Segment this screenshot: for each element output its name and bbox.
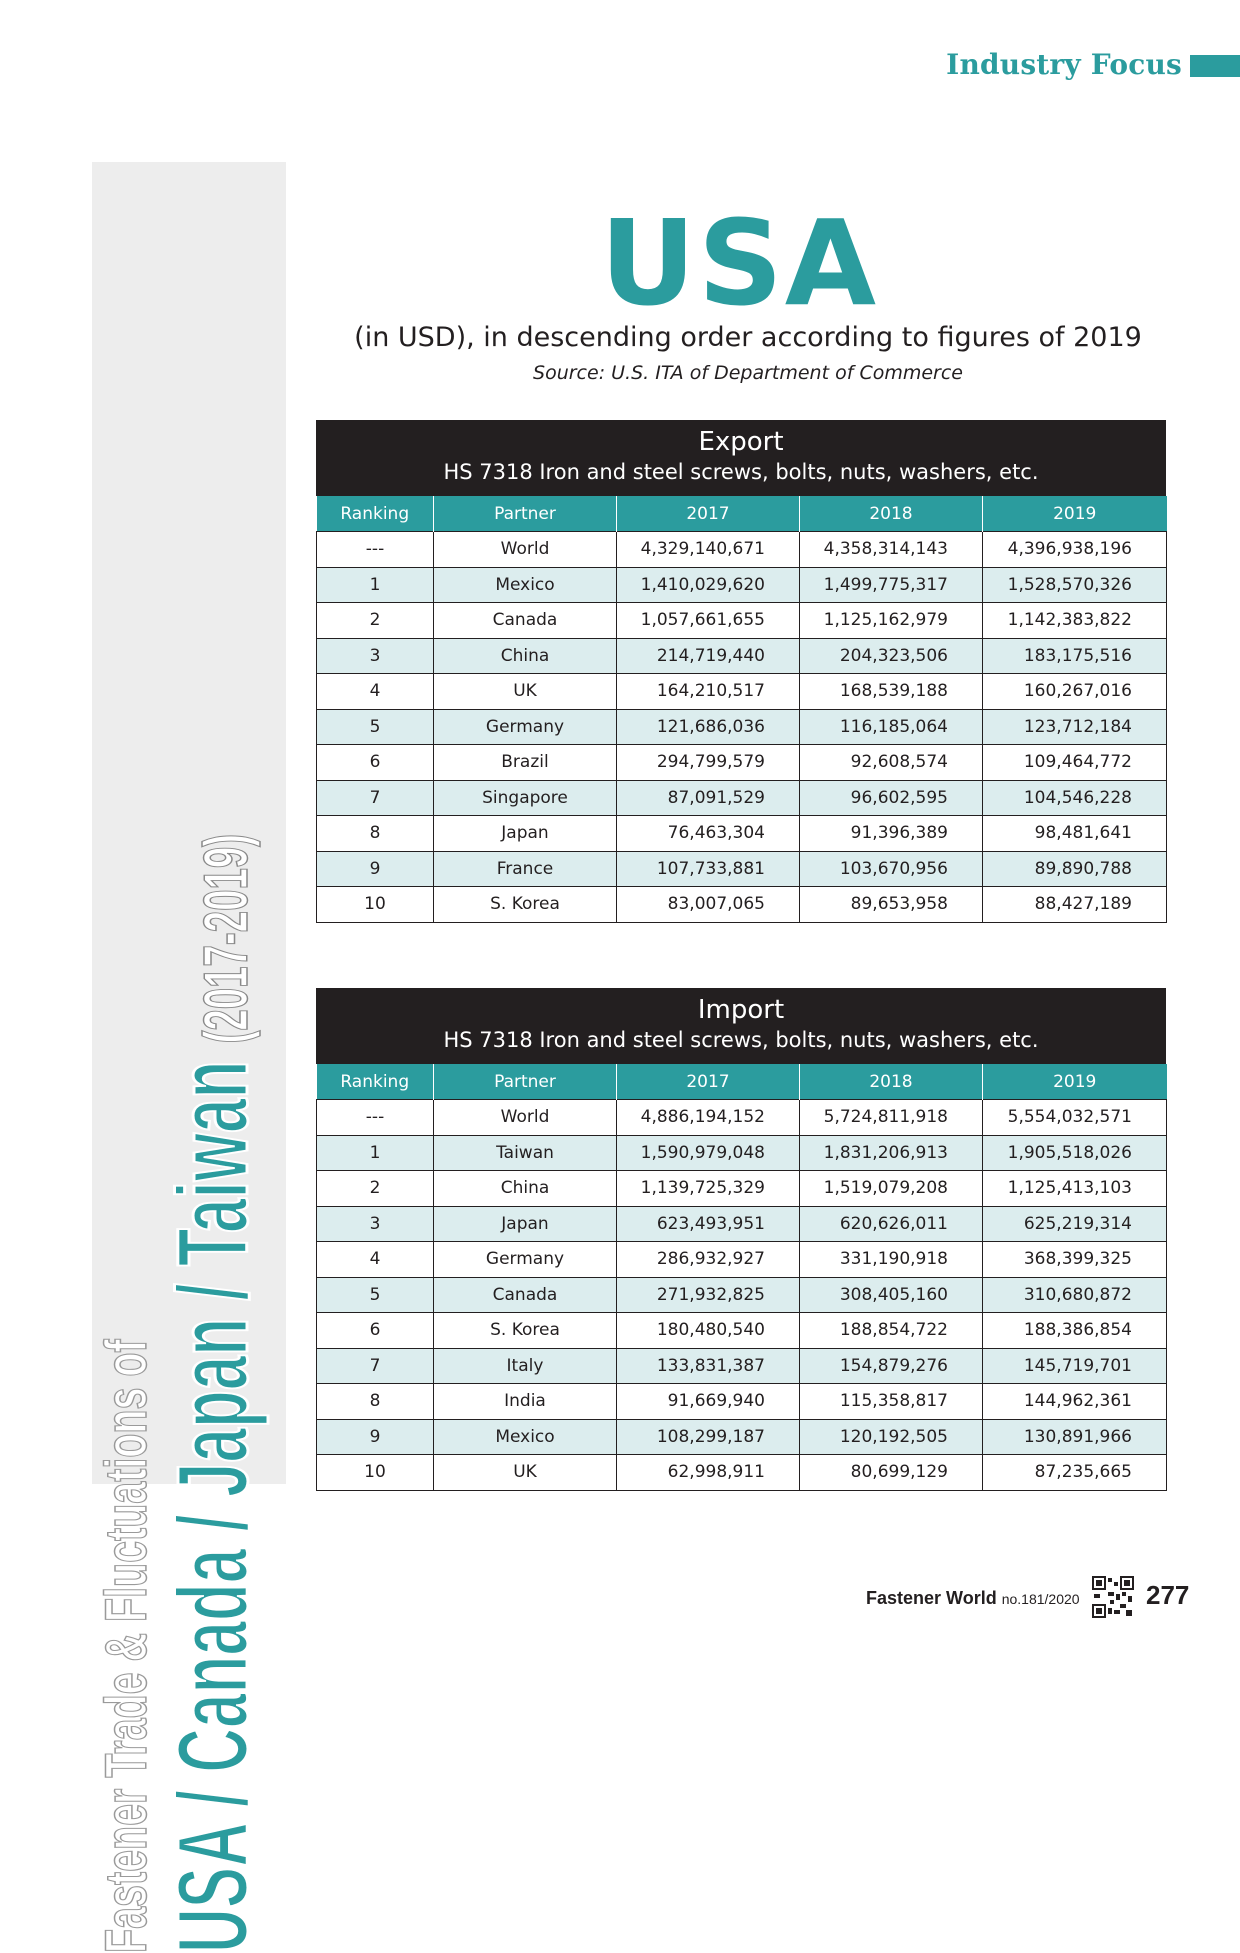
source-note: Source: U.S. ITA of Department of Commerce [533, 362, 963, 384]
column-header: Ranking [317, 496, 434, 532]
ranking-cell: 5 [317, 1277, 434, 1313]
column-header: Partner [434, 496, 617, 532]
ranking-cell: 2 [317, 603, 434, 639]
ranking-cell: 2 [317, 1171, 434, 1207]
ranking-cell: 9 [317, 851, 434, 887]
value-2019-cell: 310,680,872 [983, 1277, 1167, 1313]
section-title: Industry Focus [946, 48, 1182, 81]
table-row [317, 567, 1167, 603]
import-table-block [316, 988, 1166, 1491]
import-table-header-row [317, 1064, 1167, 1100]
export-table-head [317, 496, 1167, 532]
value-2018-cell: 154,879,276 [800, 1348, 983, 1384]
table-row [317, 1277, 1167, 1313]
ranking-cell: 4 [317, 1242, 434, 1278]
import-table-subtitle: HS 7318 Iron and steel screws, bolts, nuts, washers, etc. [443, 1028, 1039, 1052]
value-2019-cell: 109,464,772 [983, 745, 1167, 781]
value-2017-cell: 108,299,187 [617, 1419, 800, 1455]
export-table-subtitle: HS 7318 Iron and steel screws, bolts, nuts, washers, etc. [443, 460, 1039, 484]
import-table-header [316, 988, 1166, 1064]
value-2018-cell: 1,831,206,913 [800, 1135, 983, 1171]
partner-cell: Taiwan [434, 1135, 617, 1171]
export-table-header-row [317, 496, 1167, 532]
import-table-head [317, 1064, 1167, 1100]
column-header: 2019 [983, 496, 1167, 532]
value-2017-cell: 83,007,065 [617, 887, 800, 923]
import-table-title: Import [697, 995, 785, 1025]
ranking-cell: 7 [317, 780, 434, 816]
value-2017-cell: 180,480,540 [617, 1313, 800, 1349]
partner-cell: S. Korea [434, 1313, 617, 1349]
ranking-cell: 3 [317, 1206, 434, 1242]
partner-cell: Canada [434, 603, 617, 639]
table-row [317, 1242, 1167, 1278]
value-2017-cell: 164,210,517 [617, 674, 800, 710]
value-2019-cell: 104,546,228 [983, 780, 1167, 816]
value-2019-cell: 145,719,701 [983, 1348, 1167, 1384]
table-row [317, 674, 1167, 710]
value-2017-cell: 133,831,387 [617, 1348, 800, 1384]
value-2019-cell: 88,427,189 [983, 887, 1167, 923]
export-table-title: Export [698, 427, 784, 457]
ranking-cell: 10 [317, 1455, 434, 1491]
partner-cell: France [434, 851, 617, 887]
table-row [317, 887, 1167, 923]
ranking-cell: 9 [317, 1419, 434, 1455]
qr-code-icon [1092, 1576, 1134, 1618]
value-2017-cell: 1,057,661,655 [617, 603, 800, 639]
value-2018-cell: 188,854,722 [800, 1313, 983, 1349]
table-row [317, 1206, 1167, 1242]
value-2017-cell: 87,091,529 [617, 780, 800, 816]
import-table [316, 1064, 1167, 1491]
partner-cell: Japan [434, 1206, 617, 1242]
value-2017-cell: 62,998,911 [617, 1455, 800, 1491]
export-table-block [316, 420, 1166, 923]
value-2017-cell: 121,686,036 [617, 709, 800, 745]
partner-cell: Mexico [434, 567, 617, 603]
value-2019-cell: 89,890,788 [983, 851, 1167, 887]
value-2017-cell: 294,799,579 [617, 745, 800, 781]
ranking-cell: 1 [317, 1135, 434, 1171]
value-2019-cell: 368,399,325 [983, 1242, 1167, 1278]
value-2018-cell: 308,405,160 [800, 1277, 983, 1313]
value-2018-cell: 331,190,918 [800, 1242, 983, 1278]
table-row [317, 709, 1167, 745]
ranking-cell: 7 [317, 1348, 434, 1384]
page-title: USA [600, 194, 879, 332]
value-2019-cell: 144,962,361 [983, 1384, 1167, 1420]
footer-issue: no.181/2020 [1001, 1591, 1080, 1607]
partner-cell: India [434, 1384, 617, 1420]
value-2019-cell: 98,481,641 [983, 816, 1167, 852]
partner-cell: China [434, 1171, 617, 1207]
value-2017-cell: 4,329,140,671 [617, 532, 800, 568]
partner-cell: UK [434, 1455, 617, 1491]
partner-cell: Canada [434, 1277, 617, 1313]
side-vertical-title [96, 0, 282, 1953]
partner-cell: UK [434, 674, 617, 710]
column-header: 2018 [800, 1064, 983, 1100]
ranking-cell: 10 [317, 887, 434, 923]
value-2017-cell: 623,493,951 [617, 1206, 800, 1242]
partner-cell: Germany [434, 709, 617, 745]
value-2017-cell: 1,590,979,048 [617, 1135, 800, 1171]
value-2017-cell: 76,463,304 [617, 816, 800, 852]
column-header: 2017 [617, 1064, 800, 1100]
value-2018-cell: 620,626,011 [800, 1206, 983, 1242]
partner-cell: Japan [434, 816, 617, 852]
value-2017-cell: 1,410,029,620 [617, 567, 800, 603]
value-2018-cell: 103,670,956 [800, 851, 983, 887]
value-2017-cell: 1,139,725,329 [617, 1171, 800, 1207]
table-row [317, 816, 1167, 852]
value-2018-cell: 4,358,314,143 [800, 532, 983, 568]
page-subtitle: (in USD), in descending order according to figures of 2019 [354, 322, 1142, 353]
value-2018-cell: 168,539,188 [800, 674, 983, 710]
value-2019-cell: 625,219,314 [983, 1206, 1167, 1242]
partner-cell: Singapore [434, 780, 617, 816]
table-row [317, 1348, 1167, 1384]
ranking-cell: --- [317, 532, 434, 568]
ranking-cell: 3 [317, 638, 434, 674]
column-header: 2017 [617, 496, 800, 532]
value-2019-cell: 160,267,016 [983, 674, 1167, 710]
partner-cell: World [434, 532, 617, 568]
value-2019-cell: 1,905,518,026 [983, 1135, 1167, 1171]
table-row [317, 745, 1167, 781]
table-row [317, 1455, 1167, 1491]
table-row [317, 1171, 1167, 1207]
value-2019-cell: 87,235,665 [983, 1455, 1167, 1491]
value-2019-cell: 1,528,570,326 [983, 567, 1167, 603]
value-2018-cell: 5,724,811,918 [800, 1100, 983, 1136]
table-row [317, 1313, 1167, 1349]
ranking-cell: 6 [317, 745, 434, 781]
value-2018-cell: 120,192,505 [800, 1419, 983, 1455]
side-title-countries: USA / Canada / Japan / Taiwan [157, 1060, 269, 1953]
value-2019-cell: 188,386,854 [983, 1313, 1167, 1349]
value-2019-cell: 5,554,032,571 [983, 1100, 1167, 1136]
ranking-cell: --- [317, 1100, 434, 1136]
value-2018-cell: 80,699,129 [800, 1455, 983, 1491]
table-row [317, 603, 1167, 639]
value-2019-cell: 123,712,184 [983, 709, 1167, 745]
value-2018-cell: 1,499,775,317 [800, 567, 983, 603]
value-2017-cell: 91,669,940 [617, 1384, 800, 1420]
export-table-body [317, 532, 1167, 923]
column-header: 2018 [800, 496, 983, 532]
value-2018-cell: 1,519,079,208 [800, 1171, 983, 1207]
value-2018-cell: 1,125,162,979 [800, 603, 983, 639]
value-2017-cell: 4,886,194,152 [617, 1100, 800, 1136]
value-2019-cell: 1,125,413,103 [983, 1171, 1167, 1207]
table-row [317, 532, 1167, 568]
side-title-years: (2017-2019) [192, 833, 261, 1044]
value-2018-cell: 92,608,574 [800, 745, 983, 781]
ranking-cell: 5 [317, 709, 434, 745]
export-table [316, 496, 1167, 923]
table-row [317, 1135, 1167, 1171]
ranking-cell: 8 [317, 1384, 434, 1420]
column-header: 2019 [983, 1064, 1167, 1100]
page-number: 277 [1146, 1580, 1190, 1610]
value-2017-cell: 214,719,440 [617, 638, 800, 674]
table-row [317, 1384, 1167, 1420]
partner-cell: World [434, 1100, 617, 1136]
table-row [317, 851, 1167, 887]
partner-cell: Italy [434, 1348, 617, 1384]
section-accent-bar [1190, 55, 1240, 77]
value-2017-cell: 286,932,927 [617, 1242, 800, 1278]
table-row [317, 638, 1167, 674]
ranking-cell: 4 [317, 674, 434, 710]
value-2019-cell: 1,142,383,822 [983, 603, 1167, 639]
value-2018-cell: 115,358,817 [800, 1384, 983, 1420]
side-title-line2 [158, 552, 282, 1953]
value-2019-cell: 4,396,938,196 [983, 532, 1167, 568]
table-row [317, 780, 1167, 816]
ranking-cell: 6 [317, 1313, 434, 1349]
value-2018-cell: 96,602,595 [800, 780, 983, 816]
table-row [317, 1100, 1167, 1136]
column-header: Partner [434, 1064, 617, 1100]
value-2018-cell: 204,323,506 [800, 638, 983, 674]
value-2018-cell: 89,653,958 [800, 887, 983, 923]
ranking-cell: 1 [317, 567, 434, 603]
import-table-body [317, 1100, 1167, 1491]
partner-cell: China [434, 638, 617, 674]
value-2018-cell: 116,185,064 [800, 709, 983, 745]
partner-cell: Brazil [434, 745, 617, 781]
side-title-line1: Fastener Trade & Fluctuations of [94, 1339, 159, 1953]
value-2017-cell: 107,733,881 [617, 851, 800, 887]
partner-cell: S. Korea [434, 887, 617, 923]
export-table-header [316, 420, 1166, 496]
ranking-cell: 8 [317, 816, 434, 852]
partner-cell: Germany [434, 1242, 617, 1278]
value-2019-cell: 183,175,516 [983, 638, 1167, 674]
column-header: Ranking [317, 1064, 434, 1100]
value-2019-cell: 130,891,966 [983, 1419, 1167, 1455]
partner-cell: Mexico [434, 1419, 617, 1455]
value-2017-cell: 271,932,825 [617, 1277, 800, 1313]
footer-magazine [866, 1588, 1080, 1609]
value-2018-cell: 91,396,389 [800, 816, 983, 852]
footer-magazine-name: Fastener World [866, 1588, 997, 1608]
table-row [317, 1419, 1167, 1455]
